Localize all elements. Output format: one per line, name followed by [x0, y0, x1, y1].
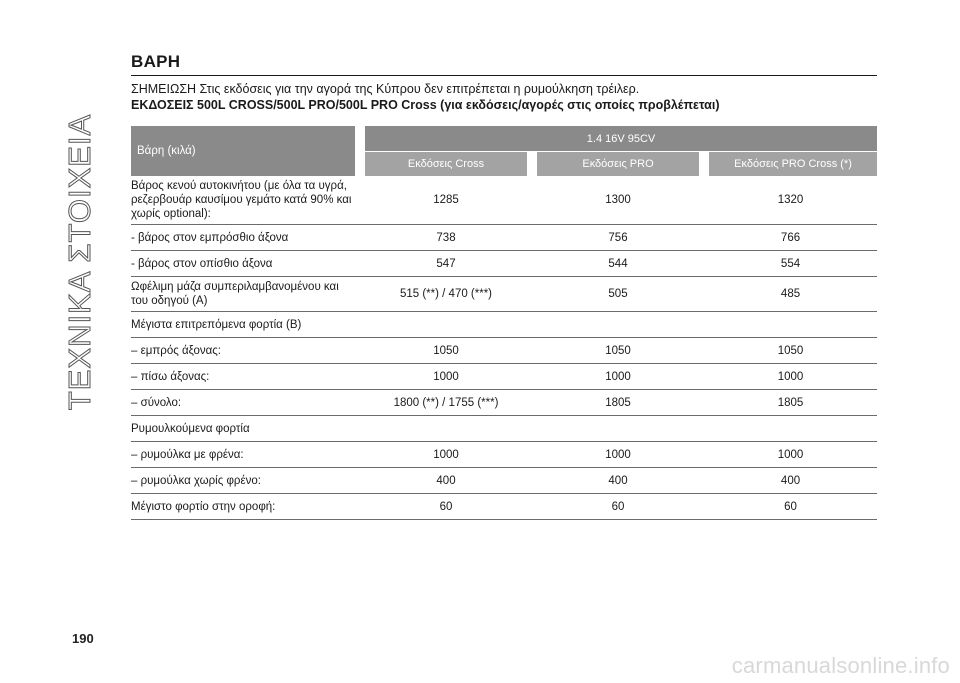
row-value: 1050	[360, 338, 532, 364]
row-value: 766	[704, 225, 877, 251]
watermark: carmanualsonline.info	[731, 653, 950, 678]
weights-table-body	[131, 176, 877, 520]
main-content	[131, 52, 877, 520]
row-label: - βάρος στον εμπρόσθιο άξονα	[131, 225, 360, 251]
table-row	[131, 468, 877, 494]
row-value	[360, 416, 532, 442]
row-label: – ρυμούλκα χωρίς φρένο:	[131, 468, 360, 494]
row-value: 1000	[704, 442, 877, 468]
row-value: 1800 (**) / 1755 (***)	[360, 390, 532, 416]
row-value: 1805	[704, 390, 877, 416]
row-value: 554	[704, 251, 877, 277]
row-value: 505	[532, 277, 704, 312]
row-value: 60	[532, 494, 704, 520]
row-value: 1050	[704, 338, 877, 364]
row-label: – σύνολο:	[131, 390, 360, 416]
weights-table-header	[131, 126, 877, 176]
version-header-cross: Εκδόσεις Cross	[360, 152, 532, 177]
row-label: Βάρος κενού αυτοκινήτου (με όλα τα υγρά, ρεζερβουάρ καυσίμου γεμάτο κατά 90% και χωρίς optional):	[131, 176, 360, 225]
row-value: 1000	[360, 364, 532, 390]
versions-heading: ΕΚΔΟΣΕΙΣ 500L CROSS/500L PRO/500L PRO Cross (για εκδόσεις/αγορές στις οποίες προβλέπεται)	[131, 98, 720, 112]
table-row	[131, 390, 877, 416]
row-value: 485	[704, 277, 877, 312]
row-label: Ρυμουλκούμενα φορτία	[131, 416, 360, 442]
version-header-pro-cross: Εκδόσεις PRO Cross (*)	[704, 152, 877, 177]
row-value	[360, 312, 532, 338]
row-value: 400	[704, 468, 877, 494]
side-chapter-title-text: ΤΕΧΝΙΚΑ ΣΤΟΙΧΕΙΑ	[62, 113, 97, 411]
table-row	[131, 251, 877, 277]
row-label: – εμπρός άξονας:	[131, 338, 360, 364]
row-value: 544	[532, 251, 704, 277]
row-value	[532, 312, 704, 338]
row-value: 1000	[532, 364, 704, 390]
table-row	[131, 338, 877, 364]
table-row	[131, 364, 877, 390]
table-row	[131, 416, 877, 442]
row-value: 60	[704, 494, 877, 520]
row-value	[704, 312, 877, 338]
row-value: 1000	[532, 442, 704, 468]
row-value: 400	[532, 468, 704, 494]
table-row	[131, 176, 877, 225]
row-label: Μέγιστα επιτρεπόμενα φορτία (B)	[131, 312, 360, 338]
row-label: Μέγιστο φορτίο στην οροφή:	[131, 494, 360, 520]
row-label: – πίσω άξονας:	[131, 364, 360, 390]
row-value: 1300	[532, 176, 704, 225]
table-row	[131, 277, 877, 312]
row-value: 1805	[532, 390, 704, 416]
weights-label-header: Βάρη (κιλά)	[131, 126, 360, 176]
row-value: 756	[532, 225, 704, 251]
page-number: 190	[72, 631, 94, 646]
row-value: 1050	[532, 338, 704, 364]
version-header-pro: Εκδόσεις PRO	[532, 152, 704, 177]
row-value: 738	[360, 225, 532, 251]
section-heading: ΒΑΡΗ	[131, 52, 877, 76]
row-value: 515 (**) / 470 (***)	[360, 277, 532, 312]
row-value: 1320	[704, 176, 877, 225]
row-label: - βάρος στον οπίσθιο άξονα	[131, 251, 360, 277]
row-value: 60	[360, 494, 532, 520]
row-value: 1000	[704, 364, 877, 390]
table-row	[131, 494, 877, 520]
table-row	[131, 312, 877, 338]
row-value: 1000	[360, 442, 532, 468]
row-value	[704, 416, 877, 442]
row-value: 547	[360, 251, 532, 277]
table-row	[131, 442, 877, 468]
row-value: 400	[360, 468, 532, 494]
row-label: Ωφέλιμη μάζα συμπεριλαμβανομένου και του οδηγού (A)	[131, 277, 360, 312]
engine-header: 1.4 16V 95CV	[360, 126, 877, 152]
weights-table	[131, 126, 877, 520]
row-label: – ρυμούλκα με φρένα:	[131, 442, 360, 468]
row-value	[532, 416, 704, 442]
row-value: 1285	[360, 176, 532, 225]
cyprus-note: ΣΗΜΕΙΩΣΗ Στις εκδόσεις για την αγορά της Κύπρου δεν επιτρέπεται η ρυμούλκηση τρέιλερ.	[131, 82, 640, 96]
table-row	[131, 225, 877, 251]
